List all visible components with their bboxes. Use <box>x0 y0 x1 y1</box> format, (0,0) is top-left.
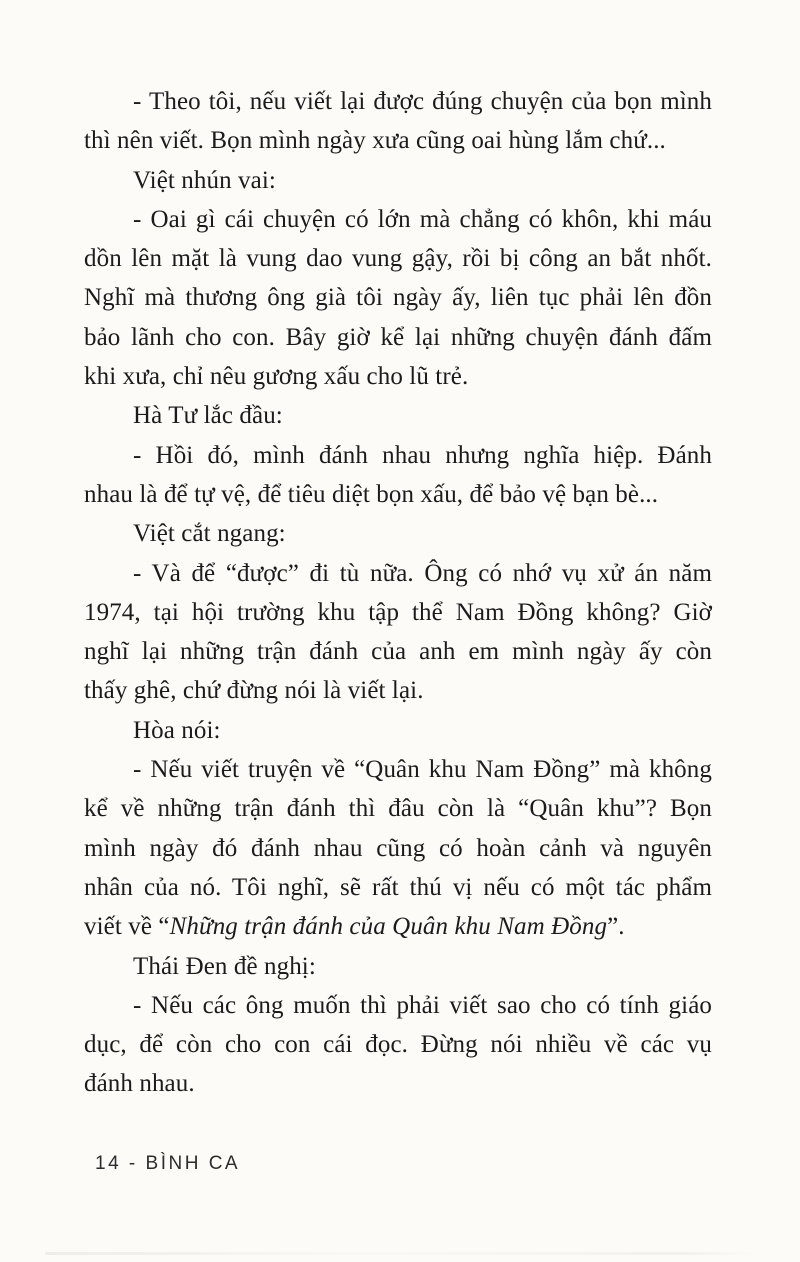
text-line: Việt cắt ngang: <box>133 520 286 548</box>
text-line: Hòa nói: <box>133 716 221 744</box>
text-line: - Và để “được” đi tù nữa. Ông có nhớ vụ xử án năm <box>133 559 712 587</box>
text-line: nghĩ lại những trận đánh của anh em mình ngày ấy còn <box>84 638 712 666</box>
text-line: khi xưa, chỉ nêu gương xấu cho lũ trẻ. <box>84 363 469 391</box>
text-line: - Nếu các ông muốn thì phải viết sao cho có tính giáo <box>133 991 712 1019</box>
text-line: Thái Đen đề nghị: <box>133 952 316 980</box>
page-text-block <box>84 82 712 1104</box>
text-line: đánh nhau. <box>84 1070 195 1098</box>
text-line: dục, để còn cho con cái đọc. Đừng nói nhiều về các vụ <box>84 1031 712 1059</box>
text-line: thấy ghê, chứ đừng nói là viết lại. <box>84 677 424 705</box>
text-segment: ”. <box>607 913 625 941</box>
text-segment: viết về “ <box>84 913 170 941</box>
text-line: Việt nhún vai: <box>133 166 276 194</box>
text-line <box>84 907 712 946</box>
text-line: - Oai gì cái chuyện có lớn mà chẳng có khôn, khi máu <box>133 205 712 233</box>
scan-edge-shadow <box>45 1252 757 1255</box>
text-line: mình ngày đó đánh nhau cũng có hoàn cảnh và nguyên <box>84 834 712 862</box>
text-line: dồn lên mặt là vung dao vung gậy, rồi bị công an bắt nhốt. <box>84 245 712 273</box>
text-line: Hà Tư lắc đầu: <box>133 402 283 430</box>
text-line: thì nên viết. Bọn mình ngày xưa cũng oai hùng lắm chứ... <box>84 127 666 155</box>
book-title-italic: Những trận đánh của Quân khu Nam Đồng <box>169 913 608 941</box>
text-line: 1974, tại hội trường khu tập thể Nam Đồng không? Giờ <box>84 598 712 626</box>
text-line: bảo lãnh cho con. Bây giờ kể lại những chuyện đánh đấm <box>84 323 712 351</box>
text-line: nhau là để tự vệ, để tiêu diệt bọn xấu, để bảo vệ bạn bè... <box>84 480 659 508</box>
text-line: nhân của nó. Tôi nghĩ, sẽ rất thú vị nếu có một tác phẩm <box>84 873 712 901</box>
text-line: - Hồi đó, mình đánh nhau nhưng nghĩa hiệp. Đánh <box>133 441 712 469</box>
page-footer <box>95 1153 240 1175</box>
text-line: kể về những trận đánh thì đâu còn là “Quân khu”? Bọn <box>84 795 712 823</box>
text-line: - Theo tôi, nếu viết lại được đúng chuyện của bọn mình <box>133 88 712 115</box>
footer-page-number-author: 14 - BÌNH CA <box>95 1153 241 1174</box>
text-line: - Nếu viết truyện về “Quân khu Nam Đồng” mà không <box>133 756 712 784</box>
text-line: Nghĩ mà thương ông già tôi ngày ấy, liên tục phải lên đồn <box>84 284 712 312</box>
